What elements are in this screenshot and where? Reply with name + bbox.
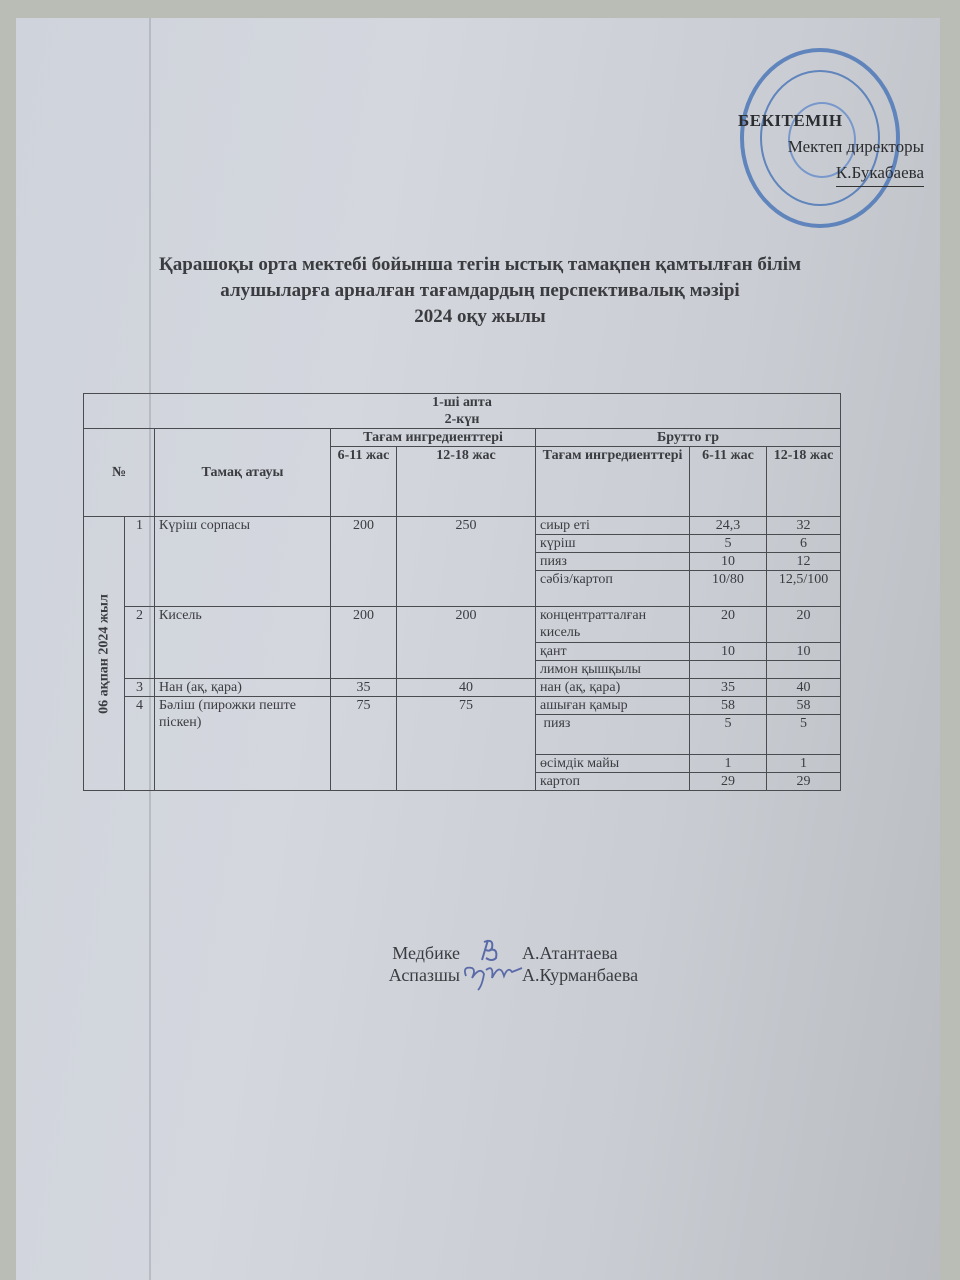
date-cell [84, 517, 125, 791]
title-line-3: 2024 оқу жылы [414, 306, 546, 327]
ingredient-brutto-6-11 [690, 661, 767, 679]
ingredient-brutto-6-11: 35 [690, 679, 767, 697]
approval-position: Мектеп директоры [787, 137, 924, 156]
dish-portion-6-11: 200 [331, 517, 397, 607]
title-line-2: алушыларға арналған тағамдардың перспективалық мәзірі [220, 280, 740, 301]
signature-role: Аспазшы [388, 965, 460, 985]
header-age-12-18: 12-18 жас [397, 447, 536, 517]
dish-portion-6-11: 75 [331, 697, 397, 791]
ingredient-brutto-12-18: 5 [767, 715, 841, 755]
table-row [84, 679, 841, 697]
signature-name: А.Атантаева [522, 943, 618, 963]
week-day-header [84, 394, 841, 429]
ingredient-name: лимон қышқылы [536, 661, 690, 679]
dish-name: Кисель [155, 607, 331, 679]
ingredient-brutto-6-11: 5 [690, 715, 767, 755]
ingredient-name: нан (ақ, қара) [536, 679, 690, 697]
header-brutto-6-11: 6-11 жас [690, 447, 767, 517]
header-dish: Тамақ атауы [155, 429, 331, 517]
header-brutto-12-18: 12-18 жас [767, 447, 841, 517]
ingredient-name: картоп [536, 773, 690, 791]
header-num: № [84, 429, 155, 517]
ingredient-brutto-6-11: 58 [690, 697, 767, 715]
dish-num: 3 [125, 679, 155, 697]
approval-block [738, 108, 924, 187]
ingredient-name: ашыған қамыр [536, 697, 690, 715]
dish-portion-12-18: 75 [397, 697, 536, 791]
dish-name: Нан (ақ, қара) [155, 679, 331, 697]
approval-director-name: К.Букабаева [836, 160, 924, 187]
dish-portion-12-18: 200 [397, 607, 536, 679]
ingredient-name: пияз [536, 715, 690, 755]
title-line-1: Қарашоқы орта мектебі бойынша тегін ыстық тамақпен қамтылған білім [158, 254, 802, 275]
date-label: 06 ақпан 2024 жыл [96, 593, 112, 714]
ingredient-name: пияз [536, 553, 690, 571]
signature-row [360, 964, 638, 986]
ingredient-name: сиыр еті [536, 517, 690, 535]
approval-heading: БЕКІТЕМІН [738, 111, 843, 130]
dish-portion-6-11: 35 [331, 679, 397, 697]
ingredient-brutto-6-11: 24,3 [690, 517, 767, 535]
ingredient-brutto-12-18: 20 [767, 607, 841, 643]
menu-table [83, 393, 841, 791]
ingredient-brutto-6-11: 10/80 [690, 571, 767, 607]
header-age-6-11: 6-11 жас [331, 447, 397, 517]
signature-role: Медбике [392, 943, 460, 963]
table-row [84, 697, 841, 715]
ingredient-brutto-6-11: 20 [690, 607, 767, 643]
ingredient-name: күріш [536, 535, 690, 553]
signatures-block [360, 942, 638, 986]
ingredient-brutto-12-18: 32 [767, 517, 841, 535]
ingredient-brutto-12-18: 40 [767, 679, 841, 697]
ingredient-brutto-12-18: 12,5/100 [767, 571, 841, 607]
dish-portion-12-18: 40 [397, 679, 536, 697]
header-ingredients-group: Тағам ингредиенттері [331, 429, 536, 447]
ingredient-brutto-12-18: 29 [767, 773, 841, 791]
dish-num: 4 [125, 697, 155, 791]
table-row [84, 517, 841, 535]
week-label: 1-ші апта [432, 395, 492, 410]
dish-name: Күріш сорпасы [155, 517, 331, 607]
dish-num: 2 [125, 607, 155, 679]
ingredient-name: концентратталған кисель [536, 607, 690, 643]
dish-name: Бәліш (пирожки пеште піскен) [155, 697, 331, 791]
ingredient-brutto-12-18: 58 [767, 697, 841, 715]
ingredient-brutto-6-11: 10 [690, 643, 767, 661]
ingredient-brutto-6-11: 10 [690, 553, 767, 571]
table-row [84, 607, 841, 643]
handwritten-signature-icon [460, 964, 522, 986]
document-title [100, 252, 860, 330]
ingredient-brutto-12-18: 12 [767, 553, 841, 571]
dish-portion-6-11: 200 [331, 607, 397, 679]
day-label: 2-күн [444, 412, 480, 427]
ingredient-brutto-12-18: 10 [767, 643, 841, 661]
ingredient-brutto-6-11: 29 [690, 773, 767, 791]
ingredient-name: сәбіз/картоп [536, 571, 690, 607]
header-ingredient: Тағам ингредиенттері [536, 447, 690, 517]
header-brutto-group: Брутто гр [536, 429, 841, 447]
dish-num: 1 [125, 517, 155, 607]
ingredient-brutto-6-11: 5 [690, 535, 767, 553]
ingredient-brutto-6-11: 1 [690, 755, 767, 773]
ingredient-name: өсімдік майы [536, 755, 690, 773]
ingredient-brutto-12-18 [767, 661, 841, 679]
ingredient-name: қант [536, 643, 690, 661]
dish-portion-12-18: 250 [397, 517, 536, 607]
ingredient-brutto-12-18: 6 [767, 535, 841, 553]
ingredient-brutto-12-18: 1 [767, 755, 841, 773]
signature-name: А.Курманбаева [522, 965, 639, 985]
